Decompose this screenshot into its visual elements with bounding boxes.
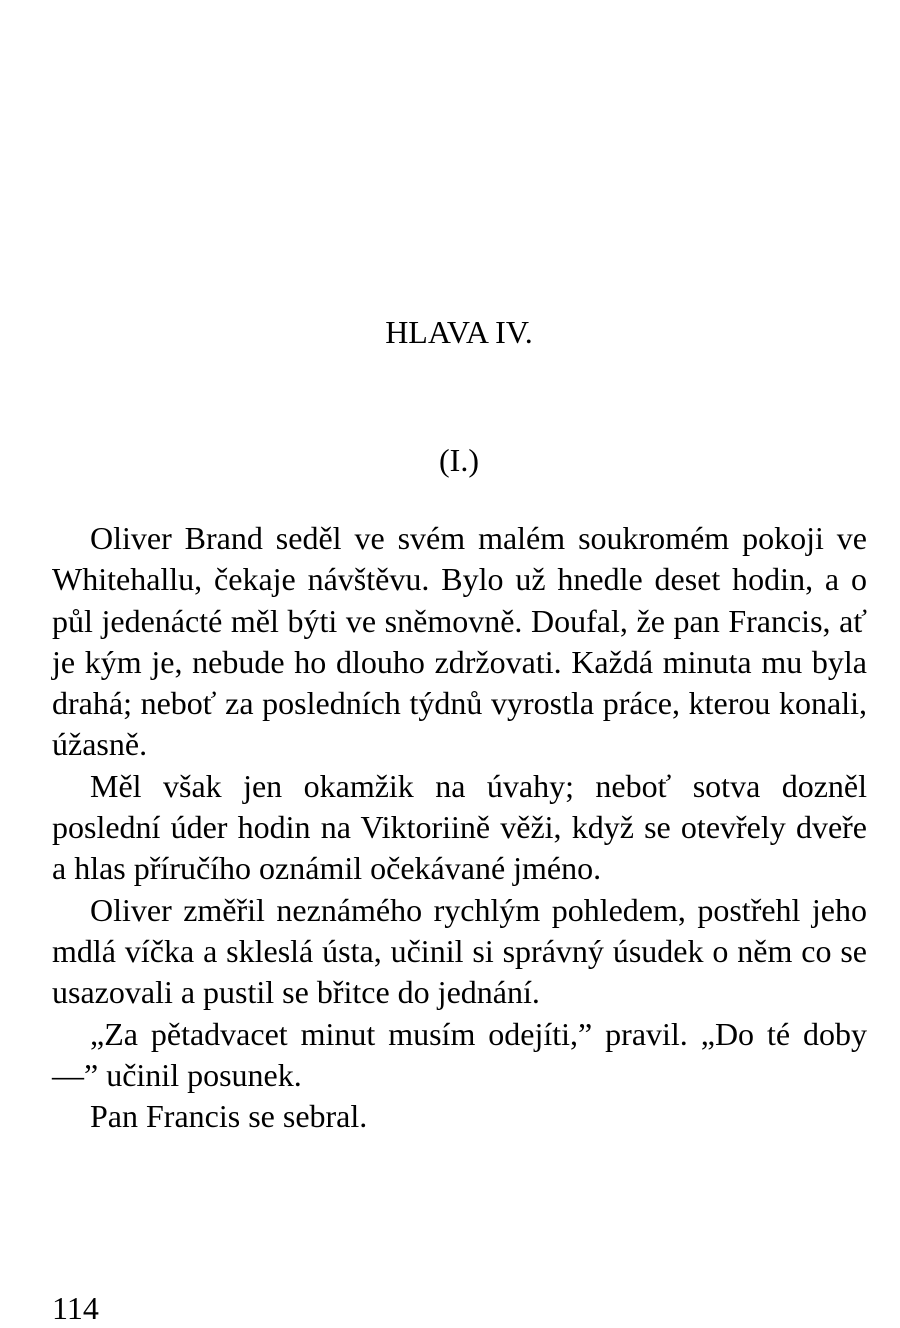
paragraph: Pan Francis se sebral. bbox=[90, 1098, 368, 1135]
chapter-title: HLAVA IV. bbox=[385, 314, 533, 350]
body-text bbox=[52, 518, 867, 1137]
paragraph: „Za pětadvacet minut musím odejíti,” pravil. „Do té doby —” učinil posunek. bbox=[52, 1015, 867, 1093]
paragraph: Oliver Brand seděl ve svém malém soukromém pokoji ve Whitehallu, čekaje návštěvu. Bylo už hnedle deset hodin, a o půl jedenácté měl býti ve sněmovně. Doufal, že pan Francis, ať je kým je, nebude ho dlouho zdržovati. Každá minuta mu byla drahá; neboť za posledních týdnů vyrostla práce, kterou konali, úžasně. bbox=[52, 520, 867, 763]
page-number: 114 bbox=[52, 1290, 99, 1326]
paragraph: Měl však jen okamžik na úvahy; neboť sotva dozněl poslední úder hodin na Viktoriině věži, když se otevřely dveře a hlas příručího oznámil očekávané jméno. bbox=[52, 767, 867, 887]
section-number: (I.) bbox=[439, 442, 479, 478]
paragraph: Oliver změřil neznámého rychlým pohledem, postřehl jeho mdlá víčka a skleslá ústa, učinil si správný úsudek o něm co se usazovali a pustil se břitce do jednání. bbox=[52, 891, 867, 1011]
